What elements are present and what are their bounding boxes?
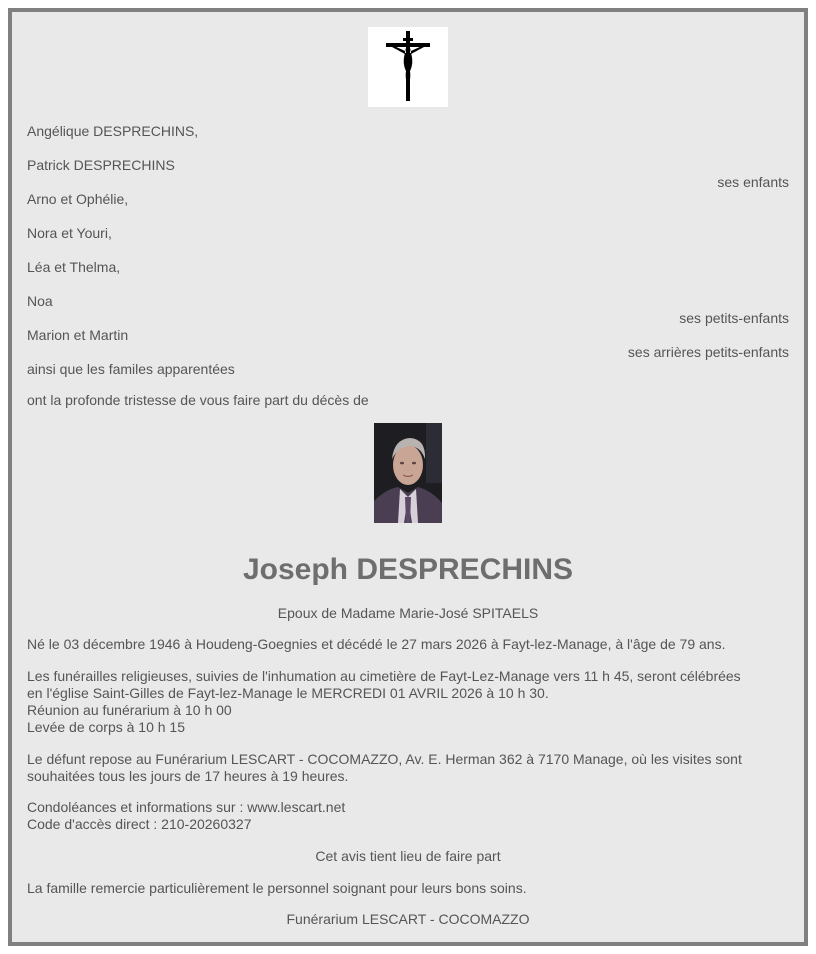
visitation-line: Le défunt repose au Funérarium LESCART - COCOMAZZO, Av. E. Herman 362 à 7170 Manage, où les visites sont bbox=[27, 751, 742, 767]
crucifix-icon bbox=[368, 27, 448, 107]
spouse-line: Epoux de Madame Marie-José SPITAELS bbox=[277, 605, 539, 621]
great-grandchildren-names: Marion et Martin bbox=[27, 327, 129, 343]
obituary-frame bbox=[8, 8, 808, 946]
departure-line: Levée de corps à 10 h 15 bbox=[27, 719, 186, 735]
visitation-line: souhaitées tous les jours de 17 heures à 19 heures. bbox=[27, 768, 349, 784]
children-role: ses enfants bbox=[717, 174, 789, 190]
funeral-details bbox=[27, 668, 787, 736]
gathering-line: Réunion au funérarium à 10 h 00 bbox=[27, 702, 232, 718]
child-name: Patrick DESPRECHINS bbox=[27, 157, 175, 173]
funeral-service-line: en l'église Saint-Gilles de Fayt-lez-Manage le MERCREDI 01 AVRIL 2026 à 10 h 30. bbox=[27, 685, 549, 701]
notice-line: Cet avis tient lieu de faire part bbox=[315, 848, 501, 864]
grandchild-name: Nora et Youri, bbox=[27, 225, 112, 241]
deceased-name: Joseph DESPRECHINS bbox=[242, 553, 574, 586]
extended-family: ainsi que les familes apparentées bbox=[27, 361, 235, 377]
visitation-details bbox=[27, 751, 787, 785]
condolences-website: Condoléances et informations sur : www.lescart.net bbox=[27, 799, 346, 815]
child-name: Angélique DESPRECHINS, bbox=[27, 123, 199, 139]
access-code: Code d'accès direct : 210-20260327 bbox=[27, 816, 252, 832]
grandchild-name: Noa bbox=[27, 293, 53, 309]
birth-death-line: Né le 03 décembre 1946 à Houdeng-Goegnies et décédé le 27 mars 2026 à Fayt-lez-Manage, à l'âge de 79 ans. bbox=[27, 636, 726, 652]
announcement-text: ont la profonde tristesse de vous faire part du décès de bbox=[27, 392, 369, 408]
portrait-photo bbox=[374, 423, 442, 523]
funeral-home-signature: Funérarium LESCART - COCOMAZZO bbox=[286, 911, 530, 927]
grandchildren-role: ses petits-enfants bbox=[679, 310, 789, 326]
grandchild-name: Arno et Ophélie, bbox=[27, 191, 129, 207]
condolences-details bbox=[27, 799, 787, 833]
funeral-service-line: Les funérailles religieuses, suivies de l'inhumation au cimetière de Fayt-Lez-Manage vers 11 h 45, seront célébrées bbox=[27, 668, 741, 684]
grandchild-name: Léa et Thelma, bbox=[27, 259, 121, 275]
thanks-line: La famille remercie particulièrement le personnel soignant pour leurs bons soins. bbox=[27, 880, 527, 896]
great-grandchildren-role: ses arrières petits-enfants bbox=[627, 344, 789, 360]
